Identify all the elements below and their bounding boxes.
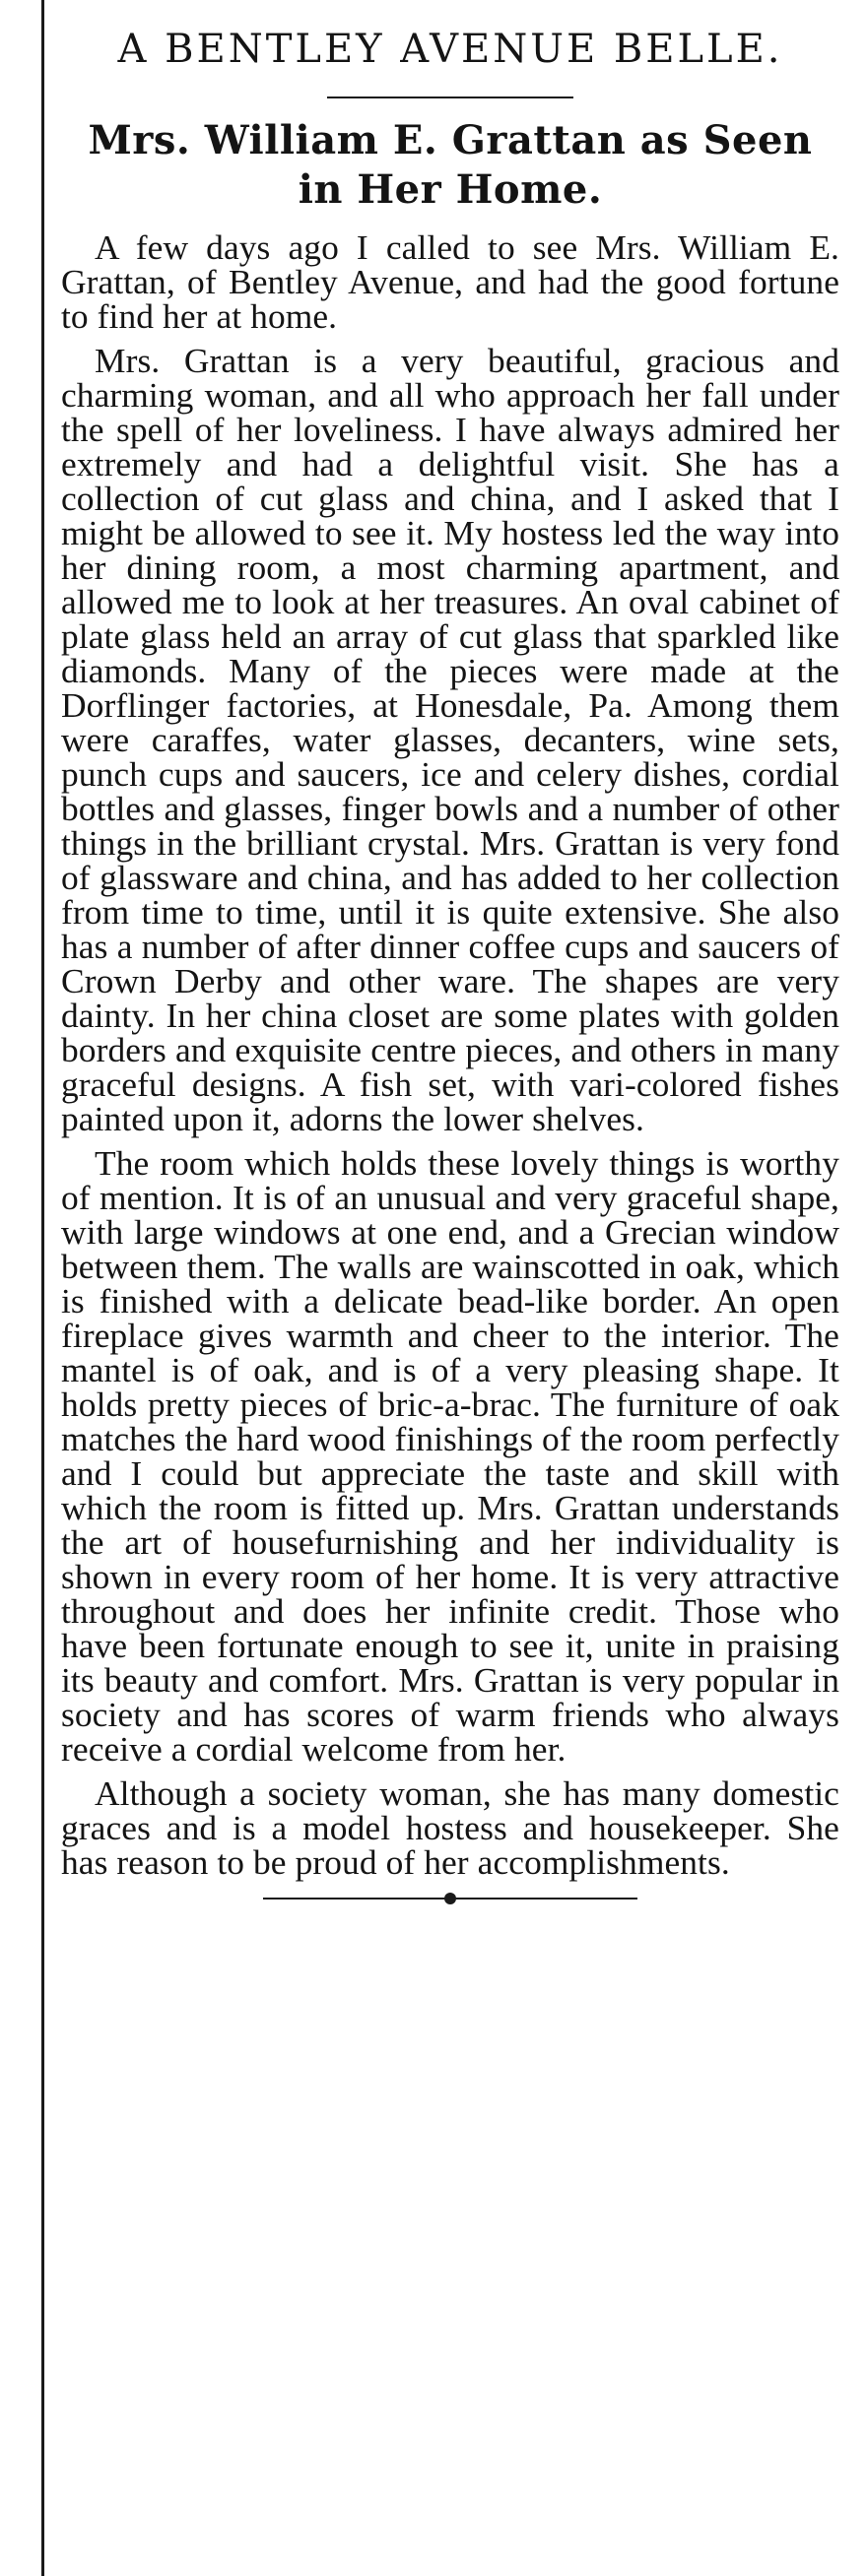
paragraph-3: The room which holds these lovely things is worthy of mention. It is of an unusual and very graceful shape, with large windows at one end, and a Grecian window between them. The walls are wainscotted in oak, which is finished with a delicate bead-like border. An open fireplace gives warmth and cheer to the interior. The mantel is of oak, and is of a very pleasing shape. It holds pretty pieces of bric-a-brac. The furniture of oak matches the hard wood finishings of the room perfectly and I could but appreciate the taste and skill with which the room is fitted up. Mrs. Grattan understands the art of housefurnishing and her individuality is shown in every room of her home. It is very attractive throughout and does her infinite credit. Those who have been fortunate enough to see it, unite in praising its beauty and comfort. Mrs. Grattan is very popular in society and has scores of warm friends who always receive a cordial welcome from her. — [61, 1143, 839, 1769]
article-end-divider — [263, 1898, 637, 1900]
subheadline: Mrs. William E. Grattan as Seen in Her Home. — [88, 117, 813, 213]
paragraph-2: Mrs. Grattan is a very beautiful, gracious and charming woman, and all who approach her fall under the spell of her loveliness. I have always admired her extremely and had a delightful visit. She has a collection of cut glass and china, and I asked that I might be allowed to see it. My hostess led the way into her dining room, a most charming apartment, and allowed me to look at her treasures. An oval cabinet of plate glass held an array of cut glass that sparkled like diamonds. Many of the pieces were made at the Dorflinger factories, at Honesdale, Pa. Among them were caraffes, water glasses, decanters, wine sets, punch cups and saucers, ice and celery dishes, cordial bottles and glasses, finger bowls and a number of other things in the brilliant crystal. Mrs. Grattan is very fond of glassware and china, and has added to her collection from time to time, until it is quite extensive. She also has a number of after dinner coffee cups and saucers of Crown Derby and other ware. The shapes are very dainty. In her china closet are some plates with golden borders and exquisite centre pieces, and others in many graceful designs. A fish set, with vari-colored fishes painted upon it, adorns the lower shelves. — [61, 341, 839, 1138]
article-body — [61, 227, 839, 1882]
headline-divider — [327, 97, 573, 98]
diamond-ornament-icon — [444, 1893, 456, 1904]
paragraph-1: A few days ago I called to see Mrs. William E. Grattan, of Bentley Avenue, and had the good fortune to find her at home. — [61, 227, 839, 336]
column-rule — [41, 0, 44, 2576]
article-column — [61, 0, 839, 1900]
paragraph-4: Although a society woman, she has many domestic graces and is a model hostess and housekeeper. She has reason to be proud of her accomplishments. — [61, 1773, 839, 1882]
headline: A BENTLEY AVENUE BELLE. — [117, 27, 783, 72]
